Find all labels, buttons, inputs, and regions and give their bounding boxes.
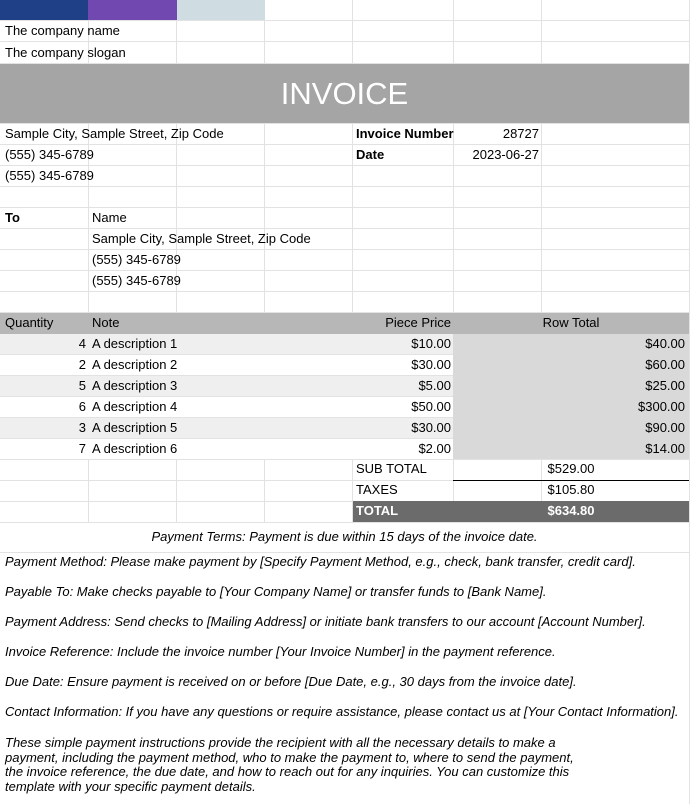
taxes-label: TAXES	[356, 482, 398, 497]
invoice-date: 2023-06-27	[472, 147, 539, 162]
company-name: The company name	[5, 23, 120, 38]
total-label: TOTAL	[356, 503, 399, 518]
sender-phone: (555) 345-6789	[5, 147, 94, 162]
row-total: $300.00	[638, 399, 685, 414]
row-note: A description 2	[92, 357, 178, 372]
recipient-phone: (555) 345-6789	[92, 273, 181, 288]
row-quantity: 5	[78, 378, 86, 393]
payment-terms: Payment Terms: Payment is due within 15 days of the invoice date.	[151, 529, 538, 544]
row-total: $14.00	[645, 441, 685, 456]
taxes-value: $105.80	[547, 482, 595, 497]
row-note: A description 4	[92, 399, 178, 414]
closing-paragraph: These simple payment instructions provide the recipient with all the necessary details to make a payment, including the payment method, who to make the payment to, where to send the payment, the invoice reference, the due date, and how to reach out for any inquiries. You can customize this template with your specific payment details.	[5, 735, 574, 794]
invoice-title: INVOICE	[0, 64, 689, 123]
gridline	[0, 186, 689, 187]
recipient-address: Sample City, Sample Street, Zip Code	[92, 231, 311, 246]
row-quantity: 6	[78, 399, 86, 414]
row-total: $60.00	[645, 357, 685, 372]
sender-address: Sample City, Sample Street, Zip Code	[5, 126, 224, 141]
due-date: Due Date: Ensure payment is received on or before [Due Date, e.g., 30 days from the invoice date].	[5, 674, 577, 689]
row-piece-price: $2.00	[418, 441, 451, 456]
header-note: Note	[92, 315, 120, 330]
to-label: To	[5, 210, 20, 225]
gridline	[689, 0, 690, 804]
invoice-reference: Invoice Reference: Include the invoice number [Your Invoice Number] in the payment reference.	[5, 644, 556, 659]
payment-method: Payment Method: Please make payment by [Specify Payment Method, e.g., check, bank transfer, credit card].	[5, 554, 636, 569]
recipient-phone: (555) 345-6789	[92, 252, 181, 267]
subtotal-label: SUB TOTAL	[356, 461, 427, 476]
header-row-total: Row Total	[542, 315, 600, 330]
row-piece-price: $30.00	[411, 357, 451, 372]
row-piece-price: $5.00	[418, 378, 451, 393]
payable-to: Payable To: Make checks payable to [Your Company Name] or transfer funds to [Bank Name].	[5, 584, 547, 599]
color-swatch-3	[177, 0, 265, 20]
subtotal-value: $529.00	[547, 461, 595, 476]
row-piece-price: $50.00	[411, 399, 451, 414]
row-total: $90.00	[645, 420, 685, 435]
header-quantity: Quantity	[5, 315, 54, 330]
total-value: $634.80	[547, 503, 595, 518]
row-quantity: 3	[78, 420, 86, 435]
invoice-number: 28727	[502, 126, 539, 141]
row-note: A description 5	[92, 420, 178, 435]
gridline	[0, 165, 689, 166]
row-note: A description 1	[92, 336, 178, 351]
row-piece-price: $30.00	[411, 420, 451, 435]
color-swatch-2	[88, 0, 177, 20]
gridline	[0, 144, 689, 145]
gridline	[0, 522, 689, 523]
header-piece-price: Piece Price	[385, 315, 451, 330]
recipient-name: Name	[92, 210, 127, 225]
invoice-number-label: Invoice Number	[356, 126, 454, 141]
color-swatch-1	[0, 0, 88, 20]
company-slogan: The company slogan	[5, 45, 126, 60]
payment-address: Payment Address: Send checks to [Mailing Address] or initiate bank transfers to our account [Account Number].	[5, 614, 646, 629]
row-quantity: 2	[78, 357, 86, 372]
gridline	[0, 291, 689, 292]
contact-information: Contact Information: If you have any questions or require assistance, please contact us at [Your Contact Information].	[5, 704, 679, 719]
row-quantity: 4	[78, 336, 86, 351]
row-note: A description 6	[92, 441, 178, 456]
row-piece-price: $10.00	[411, 336, 451, 351]
date-label: Date	[356, 147, 385, 162]
gridline	[0, 41, 689, 42]
row-total: $25.00	[645, 378, 685, 393]
row-note: A description 3	[92, 378, 178, 393]
row-quantity: 7	[78, 441, 86, 456]
sender-phone: (555) 345-6789	[5, 168, 94, 183]
row-total: $40.00	[645, 336, 685, 351]
